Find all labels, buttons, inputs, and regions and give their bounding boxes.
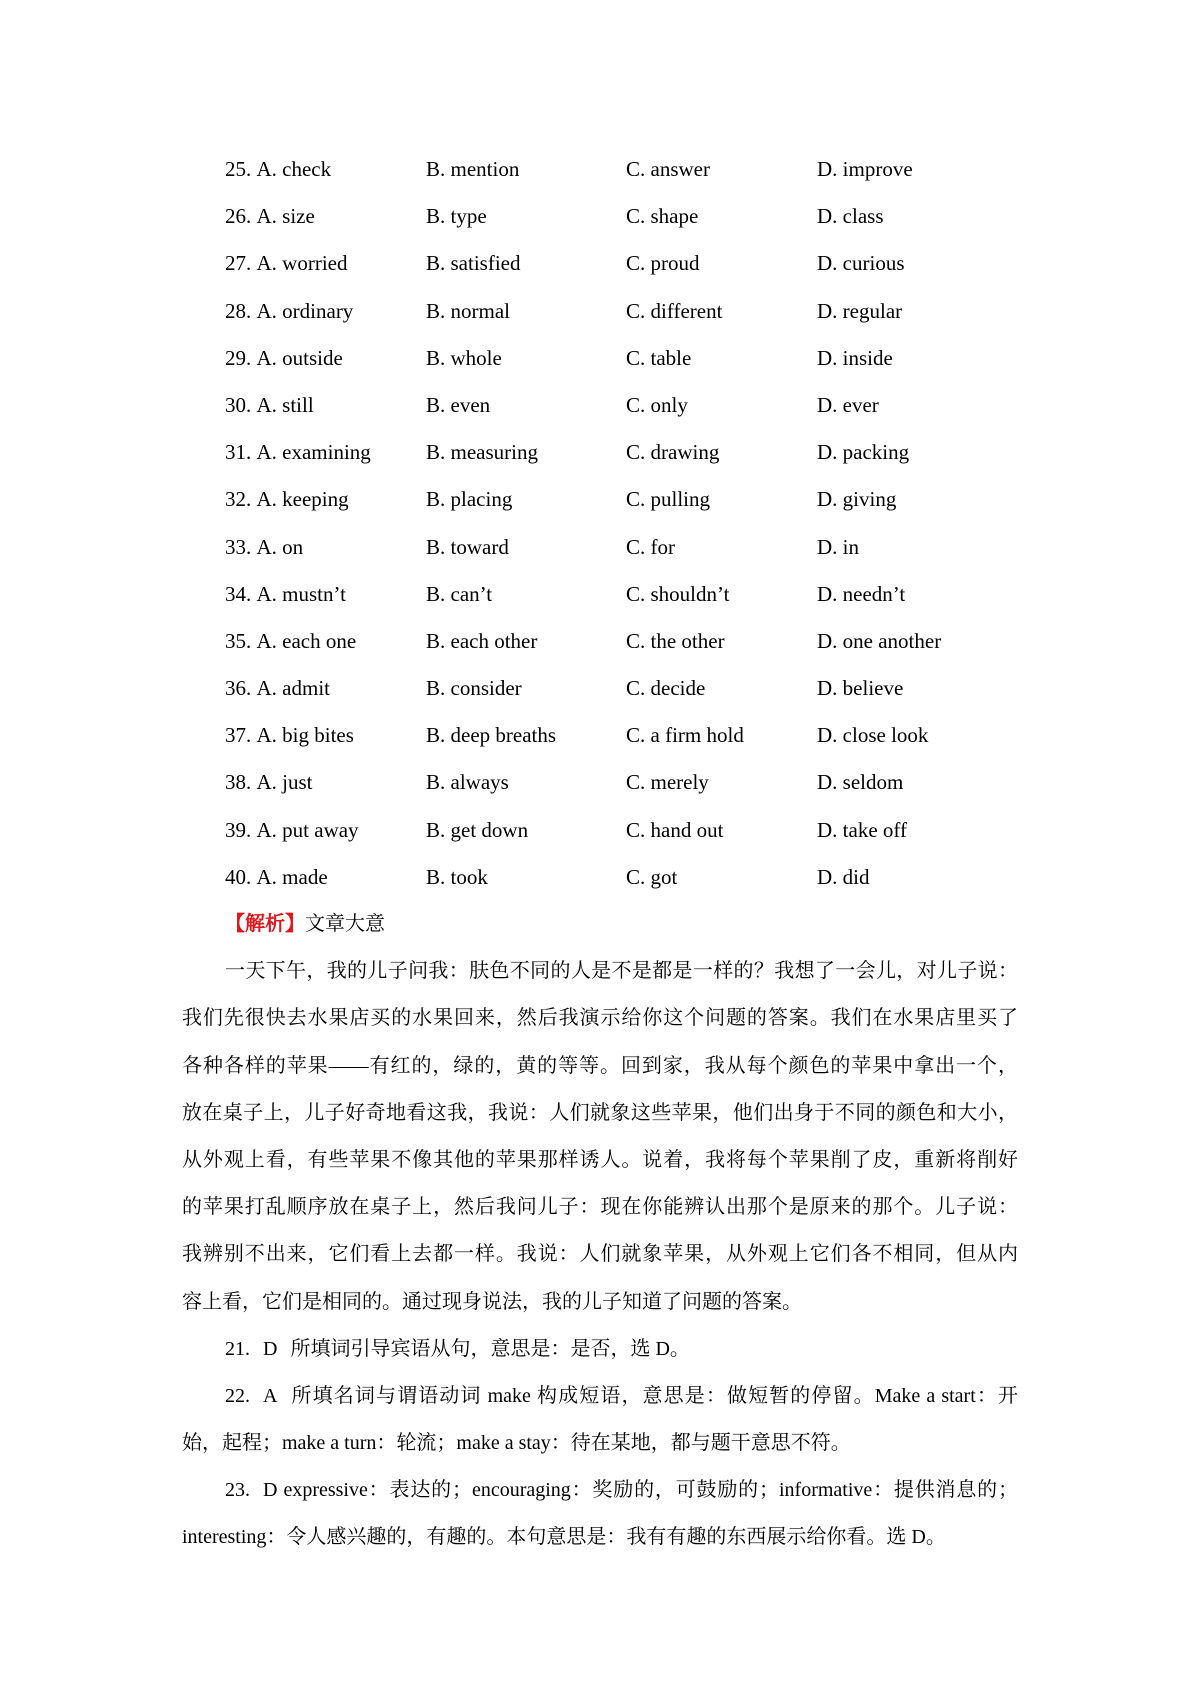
explanation-item — [182, 1373, 1018, 1467]
question-number: 31. — [225, 440, 252, 465]
analysis-summary — [182, 948, 1018, 1326]
option-cell-a — [225, 240, 426, 287]
option-cell-d — [817, 807, 1018, 854]
option-cell-b — [426, 571, 626, 618]
option-cell-b — [426, 193, 626, 240]
choice-text: A. put away — [256, 817, 359, 842]
option-cell-c — [626, 382, 817, 429]
option-cell-c — [626, 476, 817, 523]
explanation-item — [182, 1326, 1018, 1373]
choice-text: B. can’t — [426, 581, 493, 606]
question-number: 35. — [225, 628, 252, 653]
question-number: 33. — [225, 534, 252, 559]
choice-text: C. shape — [626, 204, 699, 229]
choice-text: A. on — [256, 534, 304, 559]
option-cell-c — [626, 193, 817, 240]
option-cell-a — [225, 665, 426, 712]
option-cell-c — [626, 807, 817, 854]
question-number: 32. — [225, 487, 252, 512]
answer-letter: D — [263, 1479, 278, 1502]
option-cell-b — [426, 240, 626, 287]
choice-text: C. pulling — [626, 487, 711, 512]
choice-text: D. take off — [817, 817, 907, 842]
choice-text: D. in — [817, 534, 859, 559]
option-row — [182, 429, 1018, 476]
choice-text: B. always — [426, 770, 509, 795]
summary-line: 从外观上看，有些苹果不像其他的苹果那样诱人。说着，我将每个苹果削了皮，重新将削好 — [182, 1148, 1018, 1171]
option-cell-d — [817, 288, 1018, 335]
explanation-line: 始，起程；make a turn：轮流；make a stay：待在某地，都与题干意思不符。 — [182, 1432, 851, 1455]
answer-letter: A — [263, 1384, 278, 1407]
option-cell-d — [817, 571, 1018, 618]
option-cell-c — [626, 759, 817, 806]
choice-text: D. giving — [817, 487, 897, 512]
choice-text: A. just — [256, 770, 313, 795]
explanation-first-line — [182, 1467, 1018, 1514]
option-row — [182, 618, 1018, 665]
option-row — [182, 712, 1018, 759]
option-row — [182, 146, 1018, 193]
option-cell-d — [817, 146, 1018, 193]
choice-text: B. even — [426, 392, 491, 417]
option-cell-d — [817, 712, 1018, 759]
option-cell-d — [817, 665, 1018, 712]
choice-text: A. size — [256, 204, 315, 229]
option-row — [182, 807, 1018, 854]
option-cell-d — [817, 524, 1018, 571]
choice-text: C. proud — [626, 251, 700, 276]
choice-text: B. mention — [426, 157, 520, 181]
explanation-first-line — [182, 1373, 1018, 1420]
analysis-label: 【解析】 — [225, 913, 305, 935]
choice-text: D. inside — [817, 345, 893, 370]
choice-text: B. placing — [426, 487, 513, 512]
choice-text: B. measuring — [426, 440, 538, 465]
choice-text: D. regular — [817, 298, 903, 323]
choice-text: C. only — [626, 392, 688, 417]
question-number: 36. — [225, 676, 252, 701]
option-cell-a — [225, 759, 426, 806]
option-cell-d — [817, 382, 1018, 429]
question-number: 29. — [225, 345, 252, 370]
summary-line: 的苹果打乱顺序放在桌子上，然后我问儿子：现在你能辨认出那个是原来的那个。儿子说： — [182, 1196, 1018, 1219]
question-number: 30. — [225, 392, 252, 417]
explanation-text: 所填名词与谓语动词 make 构成短语，意思是：做短暂的停留。Make a start：开 — [290, 1384, 1018, 1407]
question-number: 26. — [225, 204, 252, 229]
choice-text: D. improve — [817, 157, 913, 181]
option-cell-d — [817, 476, 1018, 523]
option-cell-a — [225, 476, 426, 523]
explanation-item — [182, 1467, 1018, 1561]
summary-line: 放在桌子上，儿子好奇地看这我，我说：人们就象这些苹果，他们出身于不同的颜色和大小， — [182, 1101, 1018, 1124]
summary-line: 一天下午，我的儿子问我：肤色不同的人是不是都是一样的？我想了一会儿，对儿子说： — [225, 960, 1018, 983]
option-row — [182, 476, 1018, 523]
question-number: 37. — [225, 723, 252, 748]
option-cell-c — [626, 146, 817, 193]
choice-text: C. shouldn’t — [626, 581, 730, 606]
choice-text: A. each one — [256, 628, 357, 653]
choice-text: B. type — [426, 204, 487, 229]
explanations-list — [182, 1326, 1018, 1562]
choice-text: B. consider — [426, 676, 522, 701]
option-cell-c — [626, 524, 817, 571]
option-cell-c — [626, 429, 817, 476]
option-cell-a — [225, 193, 426, 240]
choice-text: A. keeping — [256, 487, 349, 512]
explanation-text: expressive：表达的；encouraging：奖励的，可鼓励的；informative：提供消息的； — [283, 1479, 1018, 1502]
choice-text: C. decide — [626, 676, 706, 701]
choice-text: D. one another — [817, 628, 942, 653]
option-cell-c — [626, 571, 817, 618]
choice-text: B. took — [426, 864, 488, 889]
option-cell-b — [426, 382, 626, 429]
choice-text: D. ever — [817, 392, 879, 417]
question-number: 28. — [225, 298, 252, 323]
option-cell-d — [817, 854, 1018, 901]
option-cell-a — [225, 429, 426, 476]
option-row — [182, 288, 1018, 335]
option-cell-a — [225, 288, 426, 335]
option-cell-b — [426, 618, 626, 665]
option-cell-c — [626, 288, 817, 335]
choice-text: D. class — [817, 204, 884, 229]
question-number: 25. — [225, 157, 252, 181]
option-row — [182, 240, 1018, 287]
option-cell-b — [426, 335, 626, 382]
choice-text: C. for — [626, 534, 675, 559]
option-cell-b — [426, 854, 626, 901]
option-row — [182, 759, 1018, 806]
choice-text: A. examining — [256, 440, 371, 465]
option-row — [182, 335, 1018, 382]
option-cell-b — [426, 476, 626, 523]
choice-text: D. packing — [817, 440, 910, 465]
option-cell-b — [426, 288, 626, 335]
option-cell-b — [426, 429, 626, 476]
answer-letter: D — [263, 1337, 278, 1360]
option-row — [182, 665, 1018, 712]
choice-text: D. needn’t — [817, 581, 906, 606]
option-cell-d — [817, 618, 1018, 665]
choice-text: C. got — [626, 864, 678, 889]
choice-text: A. ordinary — [256, 298, 354, 323]
choice-text: A. worried — [256, 251, 348, 276]
analysis-heading-line — [182, 901, 1018, 948]
choice-text: D. seldom — [817, 770, 904, 795]
question-number: 34. — [225, 581, 252, 606]
summary-line: 我辨别不出来，它们看上去都一样。我说：人们就象苹果，从外观上它们各不相同，但从内 — [182, 1243, 1018, 1266]
analysis-heading: 文章大意 — [305, 913, 385, 935]
options-table — [182, 146, 1018, 901]
option-cell-c — [626, 240, 817, 287]
question-number: 39. — [225, 817, 252, 842]
choice-text: B. get down — [426, 817, 529, 842]
option-cell-d — [817, 193, 1018, 240]
choice-text: D. curious — [817, 251, 905, 276]
summary-line: 各种各样的苹果——有红的，绿的，黄的等等。回到家，我从每个颜色的苹果中拿出一个， — [182, 1054, 1018, 1077]
question-number: 27. — [225, 251, 252, 276]
option-cell-b — [426, 524, 626, 571]
choice-text: D. did — [817, 864, 870, 889]
choice-text: C. drawing — [626, 440, 720, 465]
option-row — [182, 571, 1018, 618]
choice-text: C. hand out — [626, 817, 724, 842]
option-cell-d — [817, 759, 1018, 806]
option-cell-c — [626, 335, 817, 382]
option-cell-c — [626, 854, 817, 901]
choice-text: A. check — [256, 157, 332, 181]
option-cell-a — [225, 854, 426, 901]
page-content — [182, 146, 1018, 1562]
question-number: 21. — [225, 1337, 250, 1360]
choice-text: A. made — [256, 864, 328, 889]
explanation-line: interesting：令人感兴趣的，有趣的。本句意思是：我有有趣的东西展示给你看。选 D。 — [182, 1526, 946, 1549]
choice-text: C. a firm hold — [626, 723, 744, 748]
choice-text: B. whole — [426, 345, 502, 370]
choice-text: A. outside — [256, 345, 343, 370]
choice-text: B. normal — [426, 298, 510, 323]
choice-text: B. toward — [426, 534, 509, 559]
option-cell-b — [426, 146, 626, 193]
choice-text: C. answer — [626, 157, 710, 181]
question-number: 23. — [225, 1479, 250, 1502]
summary-line: 我们先很快去水果店买的水果回来，然后我演示给你这个问题的答案。我们在水果店里买了 — [182, 1007, 1018, 1030]
question-number: 40. — [225, 864, 252, 889]
explanation-first-line — [182, 1326, 1018, 1373]
option-cell-d — [817, 240, 1018, 287]
choice-text: D. close look — [817, 723, 929, 748]
option-row — [182, 193, 1018, 240]
option-cell-a — [225, 807, 426, 854]
choice-text: D. believe — [817, 676, 904, 701]
choice-text: A. big bites — [256, 723, 354, 748]
choice-text: B. deep breaths — [426, 723, 557, 748]
summary-line: 容上看，它们是相同的。通过现身说法，我的儿子知道了问题的答案。 — [182, 1290, 802, 1313]
option-row — [182, 854, 1018, 901]
option-cell-b — [426, 759, 626, 806]
choice-text: B. each other — [426, 628, 538, 653]
option-cell-a — [225, 571, 426, 618]
option-cell-d — [817, 429, 1018, 476]
choice-text: A. admit — [256, 676, 330, 701]
choice-text: C. different — [626, 298, 723, 323]
choice-text: C. table — [626, 345, 692, 370]
question-number: 38. — [225, 770, 252, 795]
option-cell-c — [626, 618, 817, 665]
option-cell-b — [426, 665, 626, 712]
option-row — [182, 524, 1018, 571]
choice-text: C. the other — [626, 628, 725, 653]
option-cell-a — [225, 335, 426, 382]
explanation-text: 所填词引导宾语从句，意思是：是否，选 D。 — [290, 1337, 690, 1360]
option-cell-c — [626, 712, 817, 759]
option-cell-d — [817, 335, 1018, 382]
option-cell-c — [626, 665, 817, 712]
option-row — [182, 382, 1018, 429]
option-cell-a — [225, 618, 426, 665]
question-number: 22. — [225, 1384, 250, 1407]
choice-text: B. satisfied — [426, 251, 521, 276]
option-cell-a — [225, 524, 426, 571]
choice-text: A. still — [256, 392, 314, 417]
option-cell-b — [426, 807, 626, 854]
option-cell-a — [225, 146, 426, 193]
choice-text: C. merely — [626, 770, 709, 795]
option-cell-b — [426, 712, 626, 759]
choice-text: A. mustn’t — [256, 581, 346, 606]
option-cell-a — [225, 712, 426, 759]
option-cell-a — [225, 382, 426, 429]
